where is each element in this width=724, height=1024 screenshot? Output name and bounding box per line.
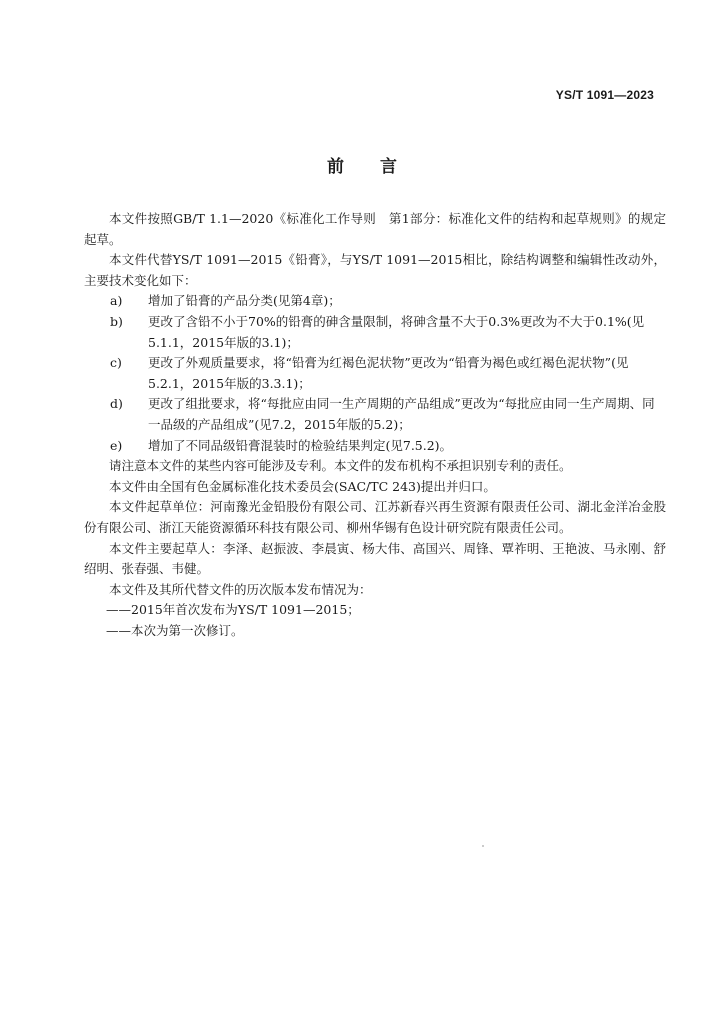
list-text: 更改了含铅不小于70%的铅膏的砷含量限制，将砷含量不大于0.3%更改为不大于0.1%(见5.1.1，2015年版的3.1)； bbox=[148, 313, 645, 350]
list-item bbox=[84, 291, 666, 312]
list-text: 更改了组批要求，将“每批应由同一生产周期的产品组成”更改为“每批应由同一生产周期、同一品级的产品组成”(见7.2，2015年版的5.2)； bbox=[148, 396, 655, 432]
list-item bbox=[84, 394, 666, 435]
foreword-body bbox=[84, 209, 666, 641]
paragraph-drafting-rules: 本文件按照GB/T 1.1—2020《标准化工作导则 第1部分：标准化文件的结构和起草规则》的规定起草。 bbox=[84, 211, 666, 247]
history-item: ——本次为第一次修订。 bbox=[106, 622, 244, 638]
list-marker: e) bbox=[110, 437, 123, 453]
paragraph-drafting-units: 本文件起草单位：河南豫光金铅股份有限公司、江苏新春兴再生资源有限责任公司、湖北金洋冶金股份有限公司、浙江天能资源循环科技有限公司、柳州华锡有色设计研究院有限责任公司。 bbox=[84, 499, 666, 535]
list-item bbox=[84, 436, 666, 457]
list-marker: b) bbox=[110, 313, 123, 329]
list-text: 增加了不同品级铅膏混装时的检验结果判定(见7.5.2)。 bbox=[148, 437, 453, 453]
paragraph-proposer: 本文件由全国有色金属标准化技术委员会(SAC/TC 243)提出并归口。 bbox=[109, 478, 496, 494]
list-item bbox=[84, 353, 666, 394]
list-marker: d) bbox=[110, 396, 123, 412]
paragraph-drafters: 本文件主要起草人：李泽、赵振波、李晨寅、杨大伟、高国兴、周锋、覃祚明、王艳波、马永刚、舒绍明、张春强、韦健。 bbox=[84, 540, 666, 577]
document-code: YS/T 1091—2023 bbox=[555, 88, 654, 102]
list-text: 更改了外观质量要求，将“铅膏为红褐色泥状物”更改为“铅膏为褐色或红褐色泥状物”(见5.2.1，2015年版的3.3.1)； bbox=[148, 355, 629, 391]
paragraph-patent-notice: 请注意本文件的某些内容可能涉及专利。本文件的发布机构不承担识别专利的责任。 bbox=[109, 458, 572, 474]
paragraph-replacement: 本文件代替YS/T 1091—2015《铅膏》，与YS/T 1091—2015相比，除结构调整和编辑性改动外，主要技术变化如下： bbox=[84, 252, 666, 288]
list-text: 增加了铅膏的产品分类(见第4章)； bbox=[148, 293, 341, 309]
scan-speck bbox=[482, 845, 484, 847]
list-marker: a) bbox=[110, 293, 123, 309]
list-marker: c) bbox=[110, 355, 122, 371]
paragraph-history-intro: 本文件及其所代替文件的历次版本发布情况为： bbox=[109, 581, 372, 597]
page-title: 前言 bbox=[327, 157, 433, 177]
list-item bbox=[84, 312, 666, 353]
history-item: ——2015年首次发布为YS/T 1091—2015； bbox=[106, 602, 360, 618]
